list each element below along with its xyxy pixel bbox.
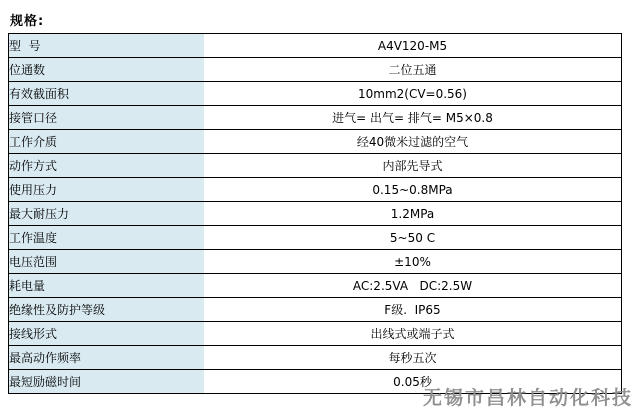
table-row [9, 130, 622, 154]
row-value-operating-pressure: 0.15~0.8MPa [204, 178, 622, 202]
row-label-effective-area: 有效截面积 [9, 82, 205, 106]
row-value-working-temperature: 5~50 C [204, 226, 622, 250]
spec-table [8, 33, 622, 394]
table-row [9, 178, 622, 202]
row-value-port-size: 进气= 出气= 排气= M5×0.8 [204, 106, 622, 130]
row-label-power-consumption: 耗电量 [9, 274, 205, 298]
table-row [9, 322, 622, 346]
row-label-port-size: 接管口径 [9, 106, 205, 130]
row-label-max-pressure: 最大耐压力 [9, 202, 205, 226]
row-label-working-temperature: 工作温度 [9, 226, 205, 250]
row-label-positions-ways: 位通数 [9, 58, 205, 82]
row-value-max-pressure: 1.2MPa [204, 202, 622, 226]
table-row [9, 82, 622, 106]
table-row [9, 58, 622, 82]
row-value-voltage-range: ±10% [204, 250, 622, 274]
row-value-working-medium: 经40微米过滤的空气 [204, 130, 622, 154]
row-value-power-consumption: AC:2.5VA DC:2.5W [204, 274, 622, 298]
table-row [9, 274, 622, 298]
row-label-insulation-protection: 绝缘性及防护等级 [9, 298, 205, 322]
row-value-effective-area: 10mm2(CV=0.56) [204, 82, 622, 106]
table-row [9, 34, 622, 58]
company-watermark: 无锡市昌林自动化科技 [422, 387, 633, 409]
row-value-actuation-type: 内部先导式 [204, 154, 622, 178]
row-value-model: A4V120-M5 [204, 34, 622, 58]
table-row [9, 106, 622, 130]
table-row [9, 250, 622, 274]
row-value-max-frequency: 每秒五次 [204, 346, 622, 370]
row-label-working-medium: 工作介质 [9, 130, 205, 154]
table-row [9, 202, 622, 226]
table-row [9, 226, 622, 250]
table-row [9, 346, 622, 370]
row-label-operating-pressure: 使用压力 [9, 178, 205, 202]
row-value-min-excitation-time: 0.05秒 [204, 370, 622, 394]
table-row [9, 298, 622, 322]
row-value-wiring-type: 出线式或端子式 [204, 322, 622, 346]
row-value-positions-ways: 二位五通 [204, 58, 622, 82]
row-label-wiring-type: 接线形式 [9, 322, 205, 346]
row-label-voltage-range: 电压范围 [9, 250, 205, 274]
row-value-insulation-protection: F级. IP65 [204, 298, 622, 322]
page-title: 规格: [10, 14, 45, 29]
row-label-min-excitation-time: 最短励磁时间 [9, 370, 205, 394]
row-label-actuation-type: 动作方式 [9, 154, 205, 178]
table-row [9, 154, 622, 178]
row-label-model: 型 号 [9, 34, 205, 58]
row-label-max-frequency: 最高动作频率 [9, 346, 205, 370]
